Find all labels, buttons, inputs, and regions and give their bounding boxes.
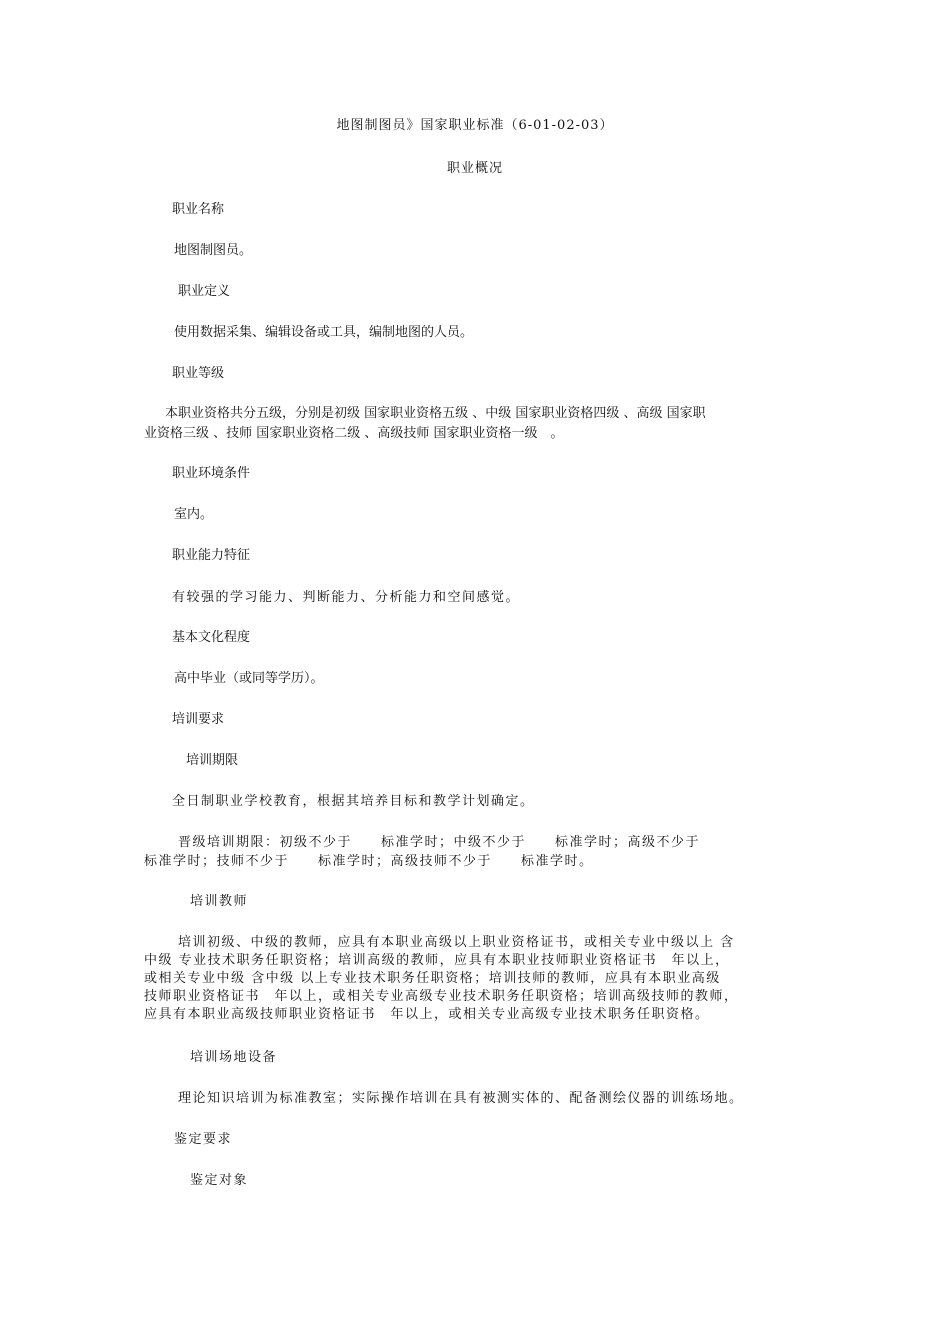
heading-training-period: 培训期限: [186, 753, 239, 768]
text-education: 高中毕业（或同等学历）。: [174, 671, 324, 686]
heading-occupation-level: 职业等级: [172, 366, 225, 381]
heading-training-site: 培训场地设备: [190, 1050, 278, 1065]
text-training-period: 全日制职业学校教育，根据其培养目标和教学计划确定。: [172, 794, 535, 809]
text-environment: 室内。: [174, 507, 214, 522]
heading-assessment-requirements: 鉴定要求: [174, 1132, 233, 1147]
text-occupation-level-line-1: 本职业资格共分五级，分别是初级 国家职业资格五级 、中级 国家职业资格四级 、高级 国家职: [165, 406, 706, 421]
section-title: 职业概况: [446, 161, 503, 176]
heading-environment: 职业环境条件: [172, 466, 251, 481]
document-title: 地图制图员》国家职业标准（6-01-02-03）: [336, 118, 614, 133]
text-training-teacher-line-2: 中级 专业技术职务任职资格；培训高级的教师，应具有本职业技师职业资格证书 年以上，: [144, 953, 730, 968]
text-training-teacher-line-1: 培训初级、中级的教师，应具有本职业高级以上职业资格证书，或相关专业中级以上 含: [178, 935, 735, 950]
text-occupation-level-line-2: 业资格三级 、技师 国家职业资格二级 、高级技师 国家职业资格一级 。: [144, 426, 564, 441]
text-ability: 有较强的学习能力、判断能力、分析能力和空间感觉。: [172, 590, 521, 605]
text-occupation-name: 地图制图员。: [174, 243, 253, 258]
text-training-teacher-line-3: 或相关专业中级 含中级 以上专业技术职务任职资格；培训技师的教师，应具有本职业高级: [144, 971, 721, 986]
text-occupation-definition: 使用数据采集、编辑设备或工具，编制地图的人员。: [174, 325, 474, 340]
heading-training-teacher: 培训教师: [190, 894, 249, 909]
heading-occupation-name: 职业名称: [172, 202, 225, 217]
text-training-site: 理论知识培训为标准教室；实际操作培训在具有被测实体的、配备测绘仪器的训练场地。: [178, 1091, 744, 1106]
heading-ability: 职业能力特征: [172, 548, 251, 563]
text-training-teacher-line-4: 技师职业资格证书 年以上，或相关专业高级专业技术职务任职资格；培训高级技师的教师，: [144, 989, 739, 1004]
heading-training-requirements: 培训要求: [172, 712, 225, 727]
text-training-hours-line-2: 标准学时；技师不少于 标准学时；高级技师不少于 标准学时。: [144, 854, 594, 869]
text-training-teacher-line-5: 应具有本职业高级技师职业资格证书 年以上，或相关专业高级专业技术职务任职资格。: [144, 1007, 710, 1022]
text-training-hours-line-1: 晋级培训期限：初级不少于 标准学时；中级不少于 标准学时；高级不少于: [178, 835, 701, 850]
heading-assessment-target: 鉴定对象: [190, 1173, 249, 1188]
heading-education: 基本文化程度: [172, 630, 251, 645]
heading-occupation-definition: 职业定义: [178, 284, 231, 299]
